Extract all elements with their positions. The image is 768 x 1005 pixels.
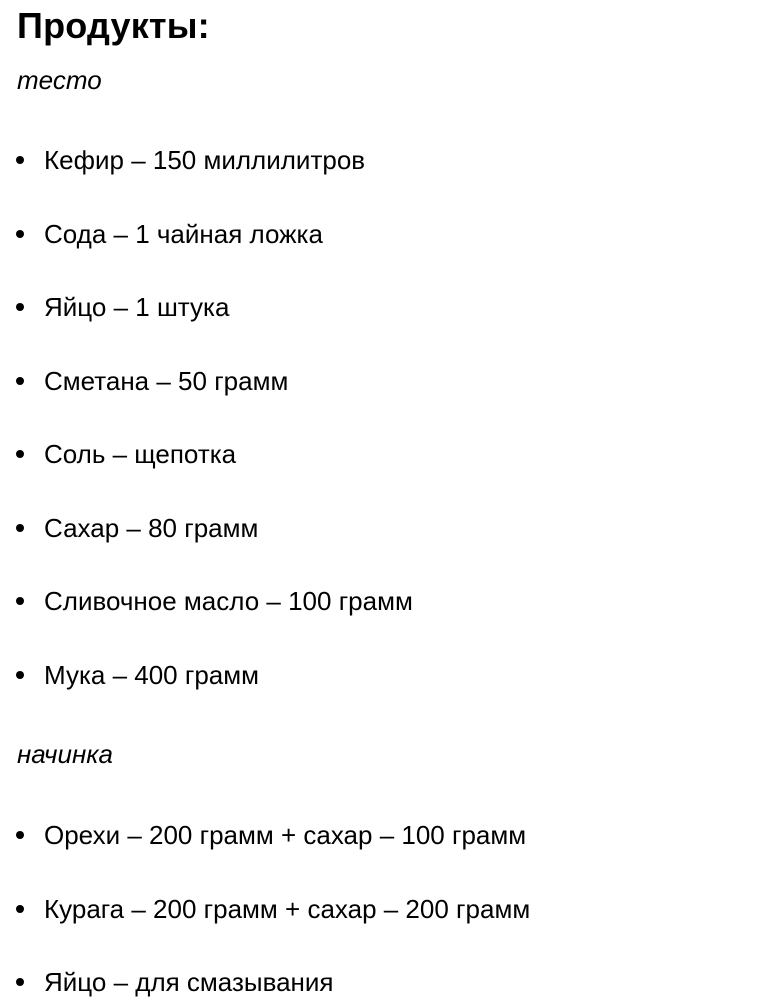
list-item: [0, 214, 768, 254]
bullet-icon: [16, 905, 24, 913]
list-item: [0, 655, 768, 695]
list-item: [0, 962, 768, 1002]
ingredient-text: Орехи – 200 грамм + сахар – 100 грамм: [44, 820, 527, 850]
bullet-icon: [16, 377, 24, 385]
ingredient-text: Соль – щепотка: [44, 439, 237, 469]
bullet-icon: [16, 831, 24, 839]
bullet-icon: [16, 671, 24, 679]
list-item: [0, 581, 768, 621]
ingredient-text: Кефир – 150 миллилитров: [44, 145, 366, 175]
list-item: [0, 889, 768, 929]
list-item: [0, 434, 768, 474]
section-label-dough: тесто: [17, 65, 102, 95]
list-item: [0, 361, 768, 401]
bullet-icon: [16, 597, 24, 605]
ingredient-text: Курага – 200 грамм + сахар – 200 грамм: [44, 894, 531, 924]
ingredient-text: Мука – 400 грамм: [44, 660, 260, 690]
bullet-icon: [16, 230, 24, 238]
page-title: Продукты:: [17, 5, 210, 46]
section-label-filling: начинка: [17, 739, 113, 769]
ingredient-text: Сметана – 50 грамм: [44, 366, 289, 396]
bullet-icon: [16, 303, 24, 311]
ingredient-text: Яйцо – 1 штука: [44, 292, 230, 322]
list-item: [0, 140, 768, 180]
list-item: [0, 508, 768, 548]
ingredient-text: Сахар – 80 грамм: [44, 513, 259, 543]
list-item: [0, 287, 768, 327]
ingredient-text: Сода – 1 чайная ложка: [44, 219, 323, 249]
bullet-icon: [16, 524, 24, 532]
bullet-icon: [16, 450, 24, 458]
bullet-icon: [16, 978, 24, 986]
list-item: [0, 815, 768, 855]
ingredient-text: Яйцо – для смазывания: [44, 967, 334, 997]
bullet-icon: [16, 156, 24, 164]
ingredient-text: Сливочное масло – 100 грамм: [44, 586, 413, 616]
